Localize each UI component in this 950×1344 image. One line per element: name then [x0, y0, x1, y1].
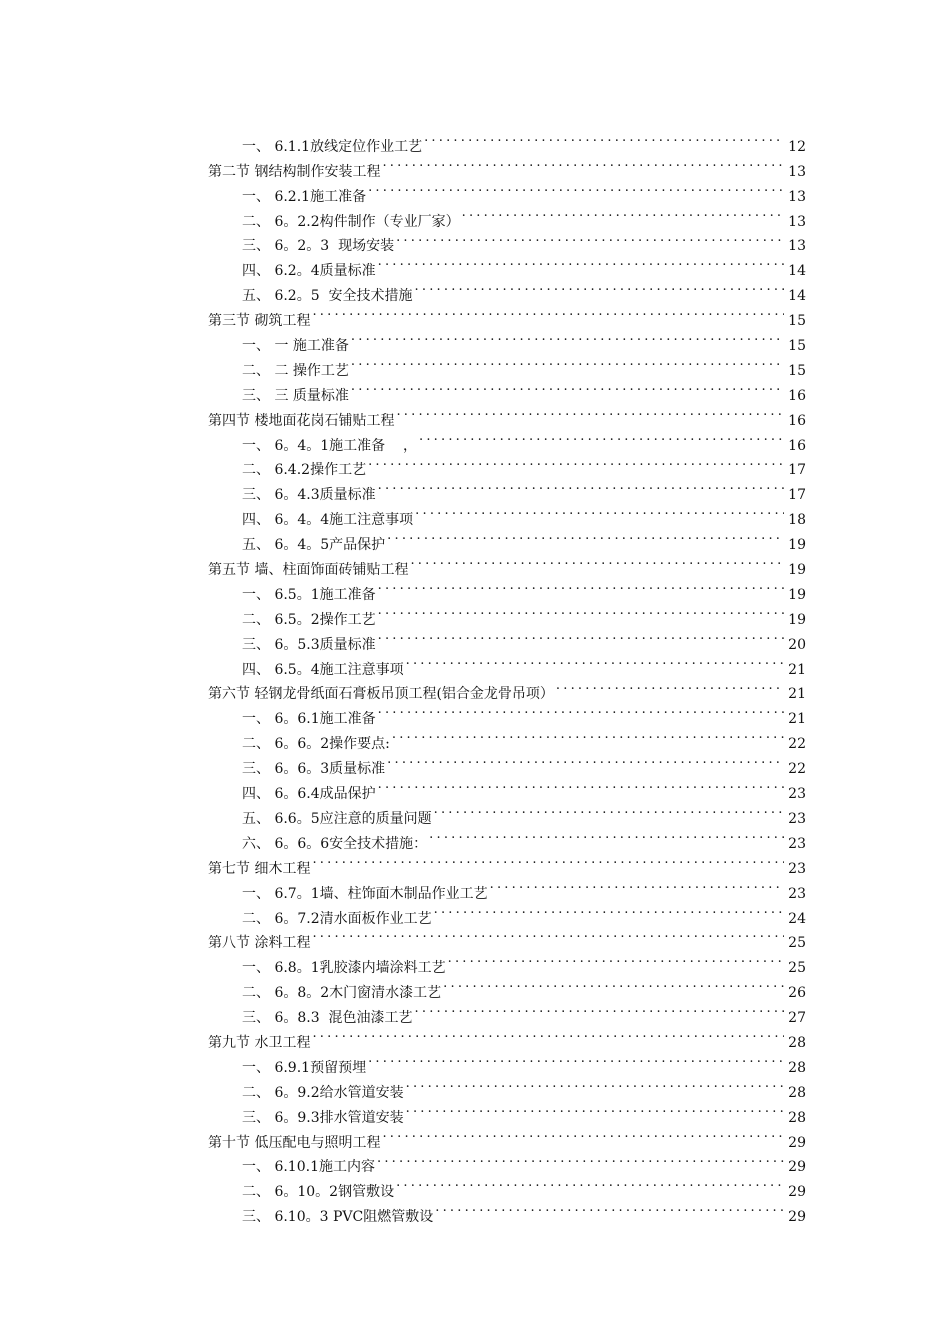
toc-entry-title: 一、 6.8。1乳胶漆内墙涂料工艺 — [242, 960, 446, 977]
toc-dot-leader — [387, 524, 784, 549]
toc-entry-title: 二、 二 操作工艺 — [242, 362, 349, 379]
toc-entry-title: 三、 三 质量标准 — [242, 387, 349, 404]
toc-dot-leader — [378, 773, 784, 798]
toc-page-number: 29 — [788, 1159, 806, 1176]
toc-entry-title: 三、 6。2。3 现场安装 — [242, 238, 395, 255]
toc-page-number: 17 — [788, 462, 806, 479]
toc-entry-title: 三、 6。6。3质量标准 — [242, 761, 386, 778]
toc-dot-leader — [378, 599, 784, 624]
toc-entry-title: 三、 6。5.3质量标准 — [242, 636, 376, 653]
toc-page-number: 19 — [788, 562, 806, 579]
toc-entry-title: 四、 6。4。4施工注意事项 — [242, 512, 414, 529]
toc-dot-leader — [429, 823, 784, 848]
toc-dot-leader — [435, 1196, 784, 1221]
toc-page-number: 14 — [788, 288, 806, 305]
toc-entry-title: 二、 6。7.2清水面板作业工艺 — [242, 910, 432, 927]
toc-page-number: 24 — [788, 910, 806, 927]
toc-page-number: 26 — [788, 985, 806, 1002]
toc-dot-leader — [410, 549, 784, 574]
toc-dot-leader — [434, 798, 784, 823]
toc-entry-title: 一、 6.2.1施工准备 — [242, 188, 367, 205]
toc-dot-leader — [378, 474, 784, 499]
toc-page-number: 22 — [788, 761, 806, 778]
toc-dot-leader — [312, 300, 784, 325]
toc-entry-title: 一、 6.1.1放线定位作业工艺 — [242, 138, 423, 155]
toc-entry-title: 第四节 楼地面花岗石铺贴工程 — [208, 412, 395, 429]
toc-page-number: 13 — [788, 188, 806, 205]
toc-subsection-entry[interactable] — [208, 126, 806, 155]
toc-dot-leader — [415, 499, 784, 524]
toc-dot-leader — [434, 898, 784, 923]
toc-page-number: 19 — [788, 586, 806, 603]
toc-entry-title: 四、 6.2。4质量标准 — [242, 263, 376, 280]
toc-page-number: 23 — [788, 786, 806, 803]
toc-dot-leader — [312, 923, 784, 948]
toc-entry-title: 三、 6。9.3排水管道安装 — [242, 1109, 404, 1126]
toc-page-number: 23 — [788, 860, 806, 877]
toc-dot-leader — [406, 649, 784, 674]
toc-dot-leader — [377, 1147, 784, 1172]
toc-dot-leader — [378, 624, 784, 649]
toc-entry-title: 二、 6。9.2给水管道安装 — [242, 1084, 404, 1101]
toc-dot-leader — [415, 997, 784, 1022]
toc-entry-title: 五、 6.2。5 安全技术措施 — [242, 288, 413, 305]
toc-page-number: 18 — [788, 512, 806, 529]
toc-entry-title: 三、 6.10。3 PVC阻燃管敷设 — [242, 1209, 434, 1226]
toc-page-number: 19 — [788, 611, 806, 628]
toc-page-number: 16 — [788, 437, 806, 454]
toc-dot-leader — [396, 1171, 784, 1196]
toc-entry-title: 一、 6。4。1施工准备 ， — [242, 437, 417, 454]
toc-entry-title: 五、 6。4。5产品保护 — [242, 537, 386, 554]
toc-page-number: 19 — [788, 537, 806, 554]
toc-page-number: 13 — [788, 238, 806, 255]
toc-dot-leader — [396, 226, 784, 251]
toc-entry-title: 第五节 墙、柱面饰面砖铺贴工程 — [208, 562, 409, 579]
toc-dot-leader — [312, 1022, 784, 1047]
toc-page-number: 13 — [788, 163, 806, 180]
toc-entry-title: 第三节 砌筑工程 — [208, 313, 311, 330]
toc-dot-leader — [382, 1122, 784, 1147]
toc-entry-title: 一、 6.5。1施工准备 — [242, 586, 376, 603]
toc-page-number: 25 — [788, 960, 806, 977]
toc-entry-title: 第二节 钢结构制作安装工程 — [208, 163, 381, 180]
toc-entry-title: 一、 6。6.1施工准备 — [242, 711, 376, 728]
toc-entry-title: 二、 6。10。2钢管敷设 — [242, 1184, 395, 1201]
toc-dot-leader — [396, 400, 784, 425]
toc-entry-title: 三、 6。8.3 混色油漆工艺 — [242, 1010, 413, 1027]
toc-dot-leader — [419, 425, 784, 450]
toc-page-number: 20 — [788, 636, 806, 653]
toc-entry-title: 六、 6。6。6安全技术措施： — [242, 835, 428, 852]
toc-entry-title: 一、 6.9.1预留预埋 — [242, 1059, 367, 1076]
toc-page-number: 25 — [788, 935, 806, 952]
toc-dot-leader — [312, 848, 784, 873]
toc-dot-leader — [378, 574, 784, 599]
toc-page-number: 13 — [788, 213, 806, 230]
toc-dot-leader — [462, 201, 784, 226]
toc-page-number: 22 — [788, 736, 806, 753]
toc-dot-leader — [382, 151, 784, 176]
toc-dot-leader — [387, 748, 784, 773]
toc-page-number: 27 — [788, 1010, 806, 1027]
toc-entry-title: 二、 6.5。2操作工艺 — [242, 611, 376, 628]
toc-page-number: 28 — [788, 1109, 806, 1126]
toc-page-number: 28 — [788, 1059, 806, 1076]
toc-page-number: 12 — [788, 138, 806, 155]
toc-page-number: 23 — [788, 810, 806, 827]
toc-page-number: 29 — [788, 1184, 806, 1201]
toc-entry-title: 二、 6。6。2操作要点: — [242, 736, 390, 753]
toc-dot-leader — [424, 126, 784, 151]
toc-page-number: 16 — [788, 387, 806, 404]
table-of-contents — [208, 126, 806, 1226]
toc-entry-title: 一、 6.7。1墙、柱饰面木制品作业工艺 — [242, 885, 488, 902]
toc-page-number: 29 — [788, 1134, 806, 1151]
toc-entry-title: 二、 6。2.2构件制作（专业厂家） — [242, 213, 460, 230]
toc-entry-title: 三、 6。4.3质量标准 — [242, 487, 376, 504]
toc-page-number: 15 — [788, 313, 806, 330]
toc-page-number: 21 — [788, 686, 806, 703]
toc-dot-leader — [368, 450, 784, 475]
toc-dot-leader — [406, 1072, 784, 1097]
toc-entry-title: 五、 6.6。5应注意的质量问题 — [242, 810, 432, 827]
toc-entry-title: 四、 6.5。4施工注意事项 — [242, 661, 404, 678]
toc-page-number: 21 — [788, 711, 806, 728]
toc-entry-title: 第八节 涂料工程 — [208, 935, 311, 952]
toc-page-number: 28 — [788, 1084, 806, 1101]
toc-entry-title: 第七节 细木工程 — [208, 860, 311, 877]
toc-entry-title: 二、 6。8。2木门窗清水漆工艺 — [242, 985, 442, 1002]
toc-dot-leader — [415, 275, 784, 300]
toc-entry-title: 第九节 水卫工程 — [208, 1034, 311, 1051]
toc-dot-leader — [556, 674, 784, 699]
toc-page-number: 21 — [788, 661, 806, 678]
toc-page-number: 16 — [788, 412, 806, 429]
toc-dot-leader — [351, 325, 784, 350]
toc-dot-leader — [490, 873, 784, 898]
toc-entry-title: 一、 6.10.1施工内容 — [242, 1159, 375, 1176]
toc-entry-title: 一、 一 施工准备 — [242, 338, 349, 355]
toc-page-number: 29 — [788, 1209, 806, 1226]
toc-page-number: 14 — [788, 263, 806, 280]
toc-dot-leader — [406, 1097, 784, 1122]
toc-dot-leader — [351, 375, 784, 400]
toc-entry-title: 第十节 低压配电与照明工程 — [208, 1134, 381, 1151]
toc-dot-leader — [448, 947, 784, 972]
toc-entry-title: 二、 6.4.2操作工艺 — [242, 462, 367, 479]
toc-entry-title: 四、 6。6.4成品保护 — [242, 786, 376, 803]
toc-dot-leader — [443, 972, 784, 997]
toc-page-number: 23 — [788, 835, 806, 852]
toc-dot-leader — [351, 350, 784, 375]
toc-page-number: 15 — [788, 338, 806, 355]
toc-dot-leader — [378, 698, 784, 723]
toc-dot-leader — [368, 1047, 784, 1072]
toc-page-number: 15 — [788, 362, 806, 379]
toc-entry-title: 第六节 轻钢龙骨纸面石膏板吊顶工程(铝合金龙骨吊项） — [208, 686, 554, 703]
toc-dot-leader — [392, 723, 784, 748]
toc-dot-leader — [378, 250, 784, 275]
toc-page-number: 17 — [788, 487, 806, 504]
toc-page-number: 23 — [788, 885, 806, 902]
toc-page-number: 28 — [788, 1034, 806, 1051]
toc-dot-leader — [368, 176, 784, 201]
